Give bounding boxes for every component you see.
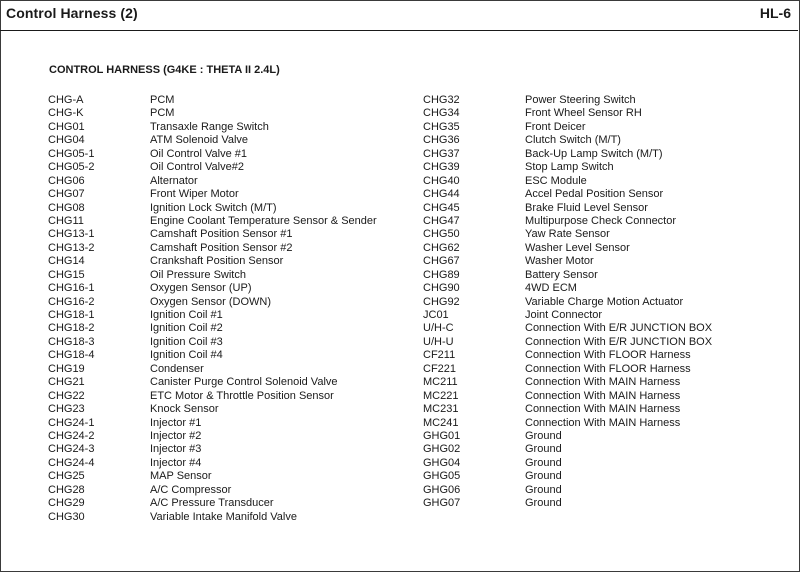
connector-row [423,470,712,483]
connector-description: Camshaft Position Sensor #2 [150,241,293,254]
connector-description: Front Wheel Sensor RH [525,107,642,120]
connector-description: A/C Pressure Transducer [150,497,274,510]
connector-code: CHG05-2 [48,161,95,174]
connector-row [48,336,377,349]
connector-code: CHG16-2 [48,295,95,308]
connector-code: MC211 [423,376,458,389]
connector-code: CHG18-1 [48,309,95,321]
connector-code: CHG21 [48,376,85,389]
connector-code: CHG08 [48,201,85,214]
connector-row [48,322,377,335]
connector-description: Battery Sensor [525,268,598,281]
connector-row [423,242,712,255]
connector-code: CHG39 [423,161,460,174]
connector-description: MAP Sensor [150,470,212,483]
connector-code: CHG29 [48,497,85,510]
connector-code: GHG04 [423,456,461,469]
connector-code: CHG47 [423,214,460,227]
connector-row [48,376,377,389]
connector-code: CHG13-1 [48,228,95,241]
connector-description: Knock Sensor [150,403,219,416]
connector-row [423,417,712,430]
connector-code: GHG06 [423,483,461,496]
connector-description: Injector #4 [150,456,202,469]
connector-description: Ground [525,497,562,510]
connector-row [48,134,377,147]
connector-row [423,349,712,362]
connector-row [48,457,377,470]
connector-code: CHG30 [48,510,85,523]
connector-row [423,282,712,295]
connector-description: Connection With MAIN Harness [525,403,681,416]
connector-row [48,255,377,268]
connector-description: PCM [150,94,175,106]
connector-description: A/C Compressor [150,483,232,496]
connector-code: CHG44 [423,188,460,201]
connector-code: CHG11 [48,214,84,227]
connector-row [423,188,712,201]
connector-row [423,215,712,228]
connector-description: Engine Coolant Temperature Sensor & Sender [150,214,377,227]
connector-code: CHG01 [48,120,85,133]
connector-row [48,497,377,510]
connector-description: Accel Pedal Position Sensor [525,188,664,201]
connector-row [48,269,377,282]
connector-row [423,403,712,416]
connector-description: Alternator [150,174,198,187]
connector-description: Canister Purge Control Solenoid Valve [150,376,338,389]
connector-row [48,470,377,483]
connector-description: Injector #3 [150,443,202,456]
connector-row [48,228,377,241]
connector-code: CHG36 [423,134,460,147]
connector-code: CHG62 [423,241,460,254]
connector-description: Oil Control Valve #1 [150,147,248,160]
connector-row [423,430,712,443]
connector-description: ATM Solenoid Valve [150,134,249,147]
connector-description: Connection With MAIN Harness [525,389,681,402]
connector-description: Brake Fluid Level Sensor [525,201,648,214]
connector-description: Washer Level Sensor [525,241,630,254]
connector-code: CHG15 [48,268,85,281]
connector-description: Power Steering Switch [525,94,636,106]
connector-row [48,215,377,228]
connector-description: PCM [150,107,175,120]
connector-description: Oxygen Sensor (DOWN) [150,295,272,308]
connector-code: CHG05-1 [48,147,95,160]
connector-description: Ground [525,470,562,483]
connector-row [423,148,712,161]
connector-code: CHG50 [423,228,460,241]
connector-description: Ignition Coil #2 [150,322,223,335]
connector-code: GHG02 [423,443,461,456]
connector-code: CHG22 [48,389,85,402]
connector-code: MC231 [423,403,459,416]
connector-description: Stop Lamp Switch [525,161,614,174]
connector-code: CHG90 [423,282,460,295]
connector-row [423,376,712,389]
connector-description: Oxygen Sensor (UP) [150,282,252,295]
connector-code: CHG24-4 [48,456,95,469]
connector-description: ESC Module [525,174,587,187]
connector-description: Front Deicer [525,120,586,133]
connector-code: CHG24-2 [48,429,95,442]
connector-code: CHG34 [423,107,460,120]
connector-code: GHG05 [423,470,461,483]
connector-row [423,322,712,335]
connector-row [48,148,377,161]
connector-description: Crankshaft Position Sensor [150,255,284,268]
connector-row [48,121,377,134]
connector-code: CHG40 [423,174,460,187]
connector-description: Camshaft Position Sensor #1 [150,228,293,241]
connector-row [423,202,712,215]
connector-code: CHG19 [48,362,85,375]
connector-row [423,309,712,322]
connector-code: CHG35 [423,120,460,133]
connector-description: Connection With E/R JUNCTION BOX [525,335,713,348]
section-title: CONTROL HARNESS (G4KE : THETA II 2.4L) [49,64,280,76]
connector-code: CHG07 [48,188,85,201]
connector-code: CHG32 [423,94,460,106]
connector-code: MC241 [423,416,459,429]
connector-code: GHG07 [423,497,461,510]
connector-description: Transaxle Range Switch [150,120,269,133]
page-title: Control Harness (2) [6,5,138,21]
connector-row [48,107,377,120]
connector-code: CHG04 [48,134,85,147]
connector-description: Connection With MAIN Harness [525,376,681,389]
connector-row [48,511,377,524]
connector-code: U/H-U [423,335,454,348]
connector-row [423,497,712,510]
connector-description: Injector #2 [150,429,202,442]
connector-row [423,363,712,376]
connector-description: Multipurpose Check Connector [525,214,677,227]
connector-code: GHG01 [423,429,461,442]
connector-code: CHG18-4 [48,349,95,362]
connector-row [48,296,377,309]
connector-description: Oil Pressure Switch [150,268,246,281]
connector-description: Connection With MAIN Harness [525,416,681,429]
connector-row [423,94,712,107]
connector-code: CHG28 [48,483,85,496]
connector-code: CHG18-2 [48,322,95,335]
connector-description: Ground [525,429,562,442]
connector-code: CHG37 [423,147,460,160]
connector-row [423,457,712,470]
connector-code: CHG06 [48,174,85,187]
connector-description: Ground [525,483,562,496]
connector-description: 4WD ECM [525,282,577,295]
connector-row [48,403,377,416]
connector-code: CHG-K [48,107,84,120]
connector-code: CF211 [423,349,456,362]
connector-description: Ground [525,443,562,456]
connector-code: CHG24-3 [48,443,95,456]
connector-row [423,228,712,241]
connector-description: Connection With FLOOR Harness [525,349,691,362]
connector-row [48,202,377,215]
connector-code: JC01 [423,309,449,321]
connector-description: Ground [525,456,562,469]
page-number: HL-6 [759,5,791,21]
connector-code: CHG16-1 [48,282,95,295]
connector-row [423,175,712,188]
connector-row [423,296,712,309]
connector-code: CHG18-3 [48,335,95,348]
connector-description: Ignition Lock Switch (M/T) [150,201,277,214]
connector-description: Ignition Coil #1 [150,309,223,321]
connector-description: Oil Control Valve#2 [150,161,244,174]
connector-list-right [423,94,712,511]
connector-row [48,175,377,188]
connector-row [423,255,712,268]
connector-description: Yaw Rate Sensor [525,228,610,241]
connector-row [423,336,712,349]
connector-description: Clutch Switch (M/T) [525,134,621,147]
connector-row [423,161,712,174]
connector-row [48,94,377,107]
connector-row [423,107,712,120]
connector-code: CHG92 [423,295,460,308]
connector-row [48,484,377,497]
connector-code: MC221 [423,389,459,402]
connector-row [423,269,712,282]
connector-description: Connection With FLOOR Harness [525,362,691,375]
connector-row [48,417,377,430]
page-header [0,0,798,31]
connector-row [48,443,377,456]
connector-row [48,242,377,255]
connector-description: Condenser [150,362,204,375]
connector-code: CHG45 [423,201,460,214]
connector-row [48,430,377,443]
connector-row [48,188,377,201]
connector-description: Washer Motor [525,255,594,268]
connector-row [48,349,377,362]
connector-code: U/H-C [423,322,454,335]
connector-description: Ignition Coil #4 [150,349,223,362]
connector-code: CHG-A [48,94,84,106]
connector-code: CHG14 [48,255,85,268]
connector-row [423,484,712,497]
connector-description: Joint Connector [525,309,603,321]
connector-code: CHG24-1 [48,416,95,429]
connector-code: CHG89 [423,268,460,281]
connector-description: Variable Intake Manifold Valve [150,510,297,523]
connector-description: Back-Up Lamp Switch (M/T) [525,147,663,160]
connector-row [423,121,712,134]
connector-row [48,282,377,295]
connector-code: CF221 [423,362,457,375]
connector-row [423,134,712,147]
connector-row [48,363,377,376]
connector-code: CHG23 [48,403,85,416]
connector-code: CHG67 [423,255,460,268]
connector-description: Ignition Coil #3 [150,335,223,348]
connector-description: Variable Charge Motion Actuator [525,295,684,308]
connector-description: Injector #1 [150,416,202,429]
connector-description: Connection With E/R JUNCTION BOX [525,322,713,335]
connector-description: Front Wiper Motor [150,188,239,201]
connector-list-left [48,94,377,524]
connector-code: CHG13-2 [48,241,95,254]
connector-row [48,309,377,322]
connector-row [48,161,377,174]
connector-description: ETC Motor & Throttle Position Sensor [150,389,334,402]
connector-row [423,390,712,403]
connector-row [423,443,712,456]
connector-row [48,390,377,403]
connector-code: CHG25 [48,470,85,483]
